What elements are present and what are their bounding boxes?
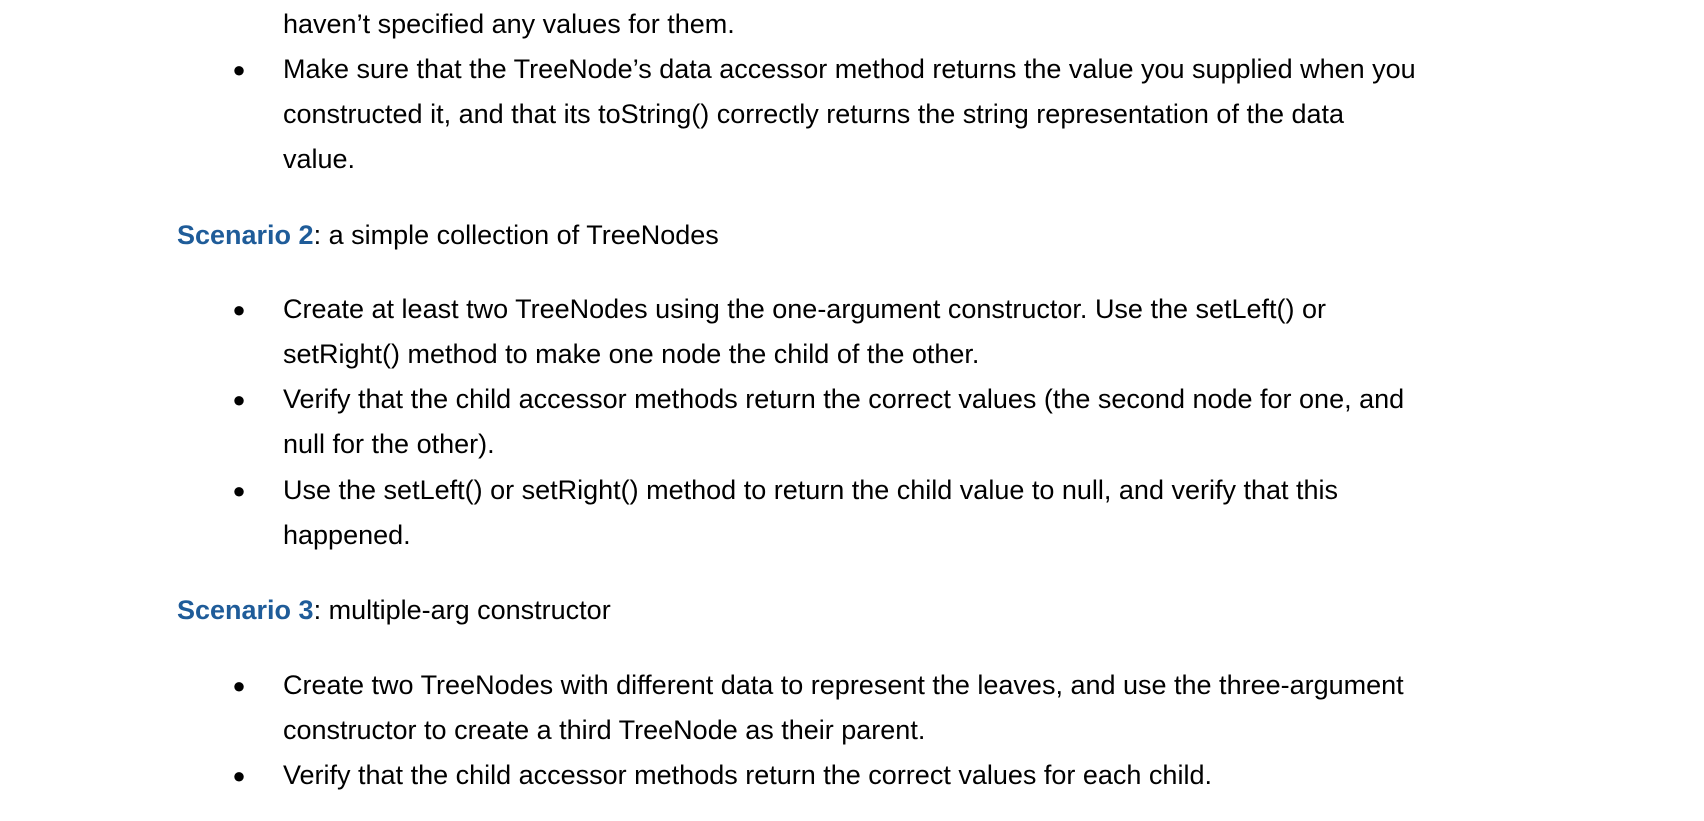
bullet-icon: ● [232, 387, 246, 412]
scenario-2-bullet-3-line-1: Use the setLeft() or setRight() method to return the child value to null, and verify that this [283, 475, 1339, 505]
scenario-3-title: : multiple-arg constructor [313, 595, 611, 625]
scenario-2-title: : a simple collection of TreeNodes [313, 220, 719, 250]
scenario-3-bullet-1-line-1: Create two TreeNodes with different data to represent the leaves, and use the three-argument [283, 670, 1404, 700]
scenario-3-bullet-2-line-1: Verify that the child accessor methods return the correct values for each child. [283, 760, 1212, 790]
bullet-icon: ● [232, 297, 246, 322]
scenario-3-label: Scenario 3 [177, 595, 314, 625]
bullet-icon: ● [232, 57, 246, 82]
bullet-icon: ● [232, 673, 246, 698]
bullet-icon: ● [232, 763, 246, 788]
scenario-2-label: Scenario 2 [177, 220, 314, 250]
scenario-2-bullet-1-line-2: setRight() method to make one node the child of the other. [283, 339, 980, 369]
intro-bullet-line-1: Make sure that the TreeNode’s data accessor method returns the value you supplied when you [283, 54, 1416, 84]
bullet-icon: ● [232, 478, 246, 503]
intro-bullet-line-3: value. [283, 144, 356, 174]
intro-continuation-line: haven’t specified any values for them. [283, 9, 735, 39]
scenario-3-heading [177, 588, 611, 633]
scenario-3-bullet-1-line-2: constructor to create a third TreeNode as their parent. [283, 715, 926, 745]
scenario-2-bullet-2-line-1: Verify that the child accessor methods return the correct values (the second node for one, and [283, 384, 1405, 414]
intro-bullet-line-2: constructed it, and that its toString() correctly returns the string representation of the data [283, 99, 1345, 129]
scenario-2-bullet-1-line-1: Create at least two TreeNodes using the one-argument constructor. Use the setLeft() or [283, 294, 1327, 324]
scenario-2-heading [177, 213, 719, 258]
scenario-2-bullet-3-line-2: happened. [283, 520, 411, 550]
scenario-2-bullet-2-line-2: null for the other). [283, 429, 495, 459]
